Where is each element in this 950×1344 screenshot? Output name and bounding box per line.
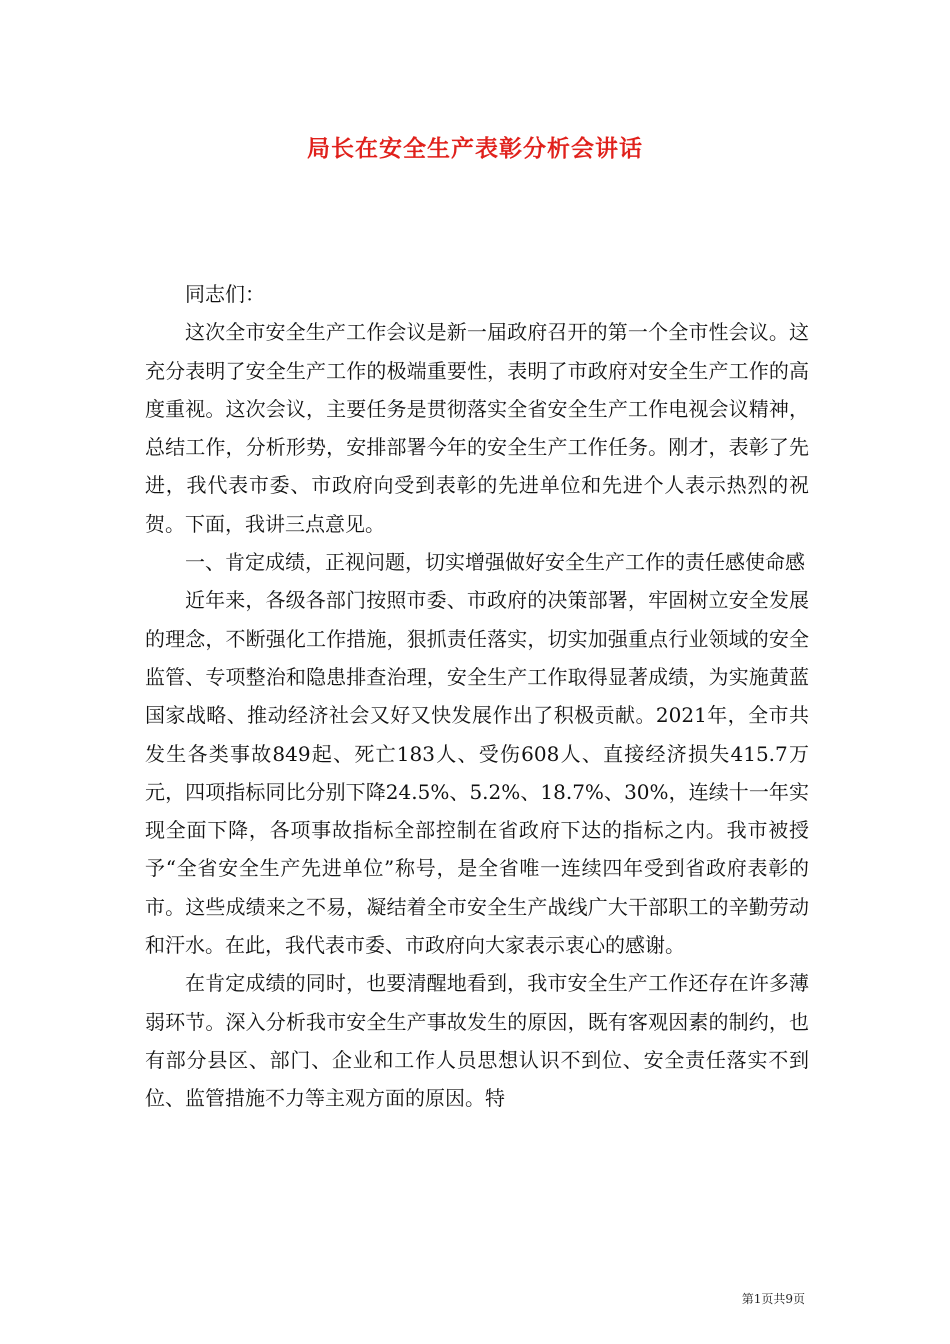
section-heading-1: 一、肯定成绩，正视问题，切实增强做好安全生产工作的责任感使命感: [185, 550, 805, 575]
page-number: 第1页共9页: [741, 1292, 805, 1306]
document-title: 局长在安全生产表彰分析会讲话: [307, 135, 643, 162]
paragraph-problems: 在肯定成绩的同时，也要清醒地看到，我市安全生产工作还存在许多薄弱环节。深入分析我市安全生产事故发生的原因，既有客观因素的制约，也有部分县区、部门、企业和工作人员思想认识不到位、安全责任落实不到位、监管措施不力等主观方面的原因。特: [145, 971, 809, 1111]
document-body: [145, 275, 809, 1118]
paragraph-salutation: 同志们：: [185, 282, 265, 306]
paragraph-achievements: 近年来，各级各部门按照市委、市政府的决策部署，牢固树立安全发展的理念，不断强化工作措施，狠抓责任落实，切实加强重点行业领域的安全监管、专项整治和隐患排查治理，安全生产工作取得显著成绩，为实施黄蓝国家战略、推动经济社会又好又快发展作出了积极贡献。2021年，全市共发生各类事故849起、死亡183人、受伤608人、直接经济损失415.7万元，四项指标同比分别下降24.5%、5.2%、18.7%、30%，连续十一年实现全面下降，各项事故指标全部控制在省政府下达的指标之内。我市被授予“全省安全生产先进单位”称号，是全省唯一连续四年受到省政府表彰的市。这些成绩来之不易，凝结着全市安全生产战线广大干部职工的辛勤劳动和汗水。在此，我代表市委、市政府向大家表示衷心的感谢。: [145, 588, 809, 958]
paragraph-intro: 这次全市安全生产工作会议是新一届政府召开的第一个全市性会议。这充分表明了安全生产工作的极端重要性，表明了市政府对安全生产工作的高度重视。这次会议，主要任务是贯彻落实全省安全生产工作电视会议精神，总结工作，分析形势，安排部署今年的安全生产工作任务。刚才，表彰了先进，我代表市委、市政府向受到表彰的先进单位和先进个人表示热烈的祝贺。下面，我讲三点意见。: [145, 320, 809, 536]
